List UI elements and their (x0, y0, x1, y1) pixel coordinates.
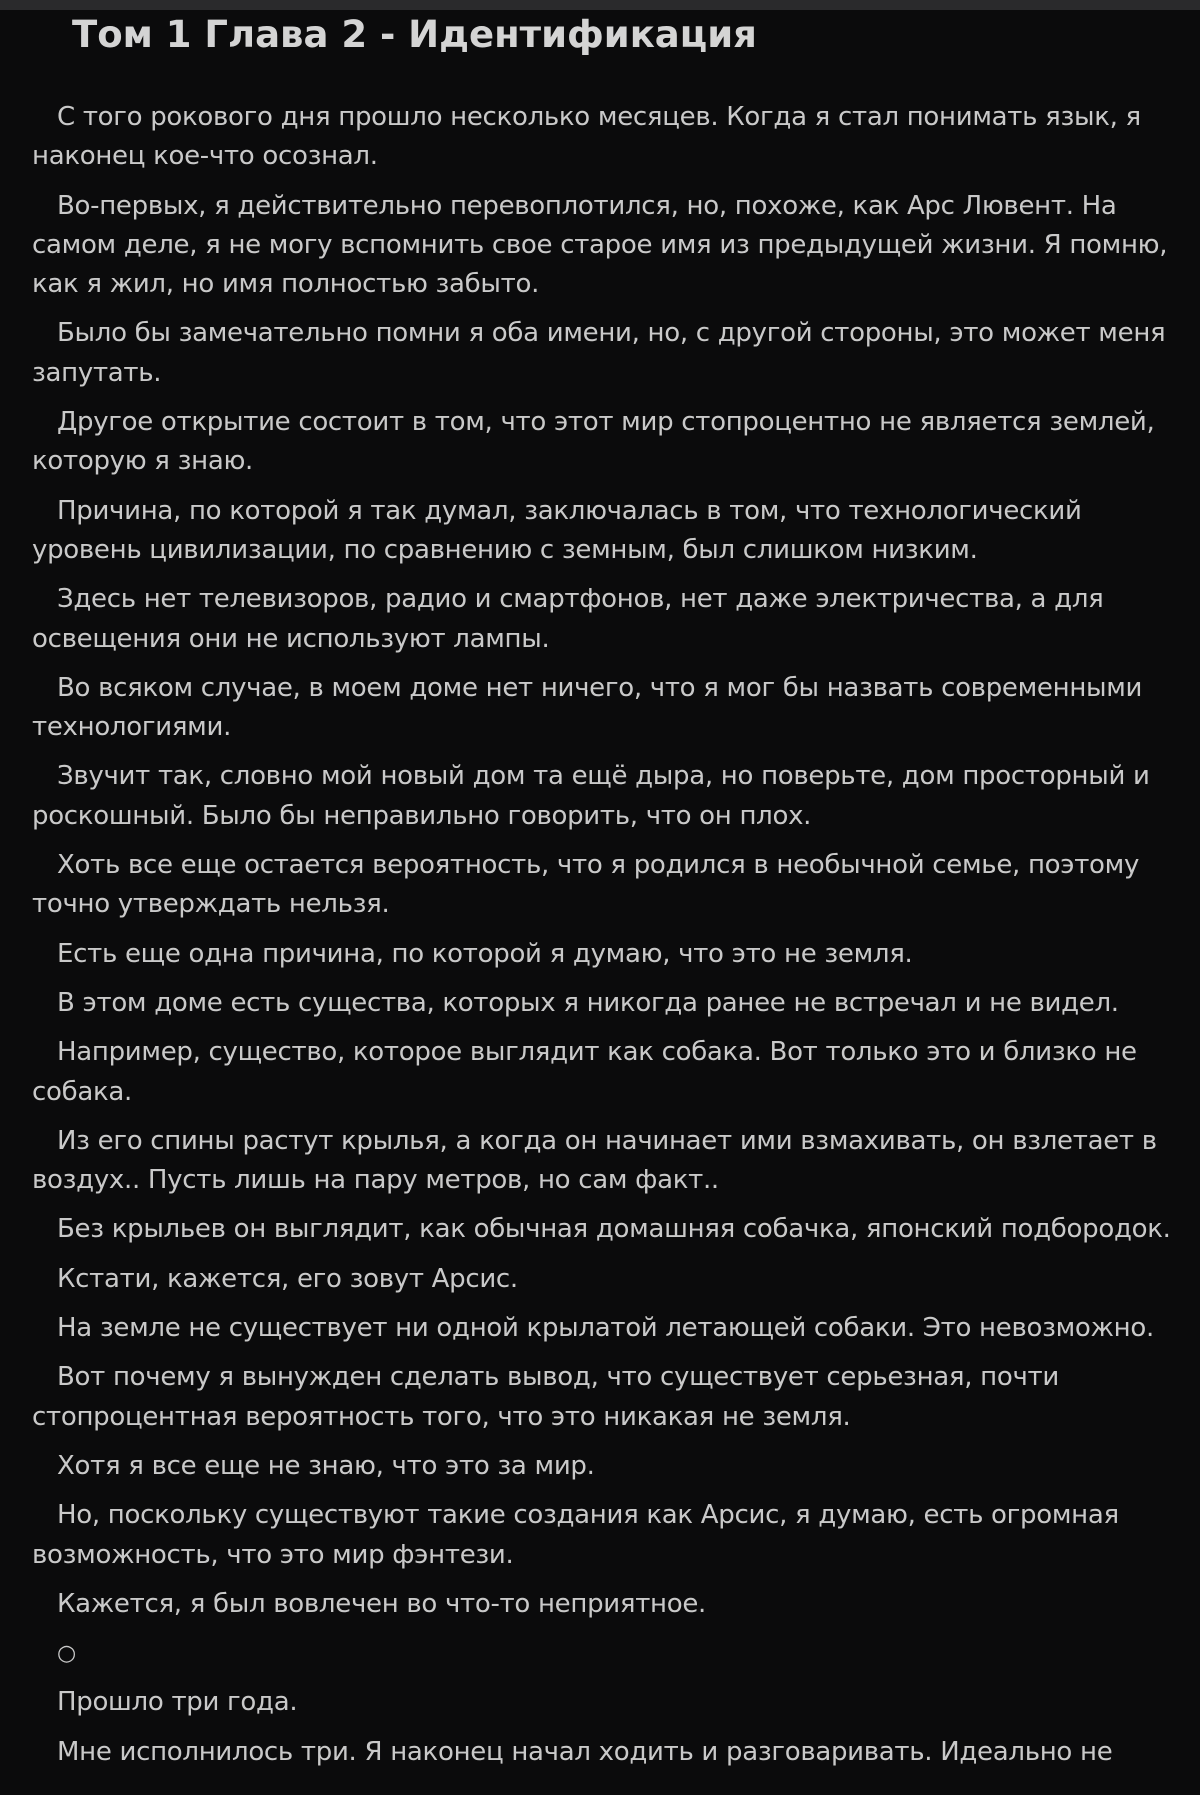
paragraph: Например, существо, которое выглядит как собака. Вот только это и близко не собака. (32, 1037, 1137, 1107)
paragraph: Хоть все еще остается вероятность, что я родился в необычной семье, поэтому точно утверждать нельзя. (32, 850, 1140, 920)
paragraph: Было бы замечательно помни я оба имени, но, с другой стороны, это может меня запутать. (32, 318, 1166, 388)
paragraph: Во всяком случае, в моем доме нет ничего, что я мог бы назвать современными технологиями. (32, 672, 1143, 743)
paragraph: Причина, по которой я так думал, заключалась в том, что технологический уровень цивилизации, по сравнению с земным, был слишком низким. (32, 495, 1082, 565)
paragraph: В этом доме есть существа, которых я никогда ранее не встречал и не видел. (57, 987, 1119, 1018)
paragraph: С того рокового дня прошло несколько месяцев. Когда я стал понимать язык, я наконец кое-что осознал. (32, 102, 1141, 172)
paragraph: Во-первых, я действительно перевоплотился, но, похоже, как Арс Лювент. На самом деле, я не могу вспомнить свое старое имя из предыдущей жизни. Я помню, как я жил, но имя полностью забыто. (32, 190, 1168, 300)
paragraph: На земле не существует ни одной крылатой летающей собаки. Это невозможно. (57, 1313, 1154, 1344)
paragraph: Прошло три года. (57, 1687, 298, 1718)
paragraph: Кажется, я был вовлечен во что-то неприятное. (57, 1588, 707, 1619)
paragraph: Звучит так, словно мой новый дом та ещё дыра, но поверьте, дом просторный и роскошный. Было бы неправильно говорить, что он плох. (32, 761, 1150, 831)
paragraph: Кстати, кажется, его зовут Арсис. (57, 1263, 518, 1294)
paragraph: Другое открытие состоит в том, что этот мир стопроцентно не является землей, которую я знаю. (32, 407, 1155, 477)
paragraph: Вот почему я вынужден сделать вывод, что существует серьезная, почти стопроцентная вероятность того, что это никакая не земля. (32, 1362, 1059, 1432)
paragraph: Есть еще одна причина, по которой я думаю, что это не земля. (57, 938, 913, 969)
paragraph: Здесь нет телевизоров, радио и смартфонов, нет даже электричества, а для освещения они не используют лампы. (32, 584, 1104, 654)
paragraph: Хотя я все еще не знаю, что это за мир. (57, 1450, 595, 1481)
paragraph: Без крыльев он выглядит, как обычная домашняя собачка, японский подбородок. (57, 1214, 1171, 1245)
section-separator: ○ (57, 1641, 76, 1667)
paragraph: Но, поскольку существуют такие создания как Арсис, я думаю, есть огромная возможность, что это мир фэнтези. (32, 1500, 1119, 1570)
chapter-reader (32, 10, 1172, 1782)
paragraph: Мне исполнилось три. Я наконец начал ходить и разговаривать. Идеально не (57, 1736, 1113, 1767)
top-bar (0, 0, 1200, 10)
paragraph: Из его спины растут крылья, а когда он начинает ими взмахивать, он взлетает в воздух.. Пусть лишь на пару метров, но сам факт.. (32, 1125, 1157, 1196)
chapter-title: Том 1 Глава 2 - Идентификация (72, 13, 757, 56)
